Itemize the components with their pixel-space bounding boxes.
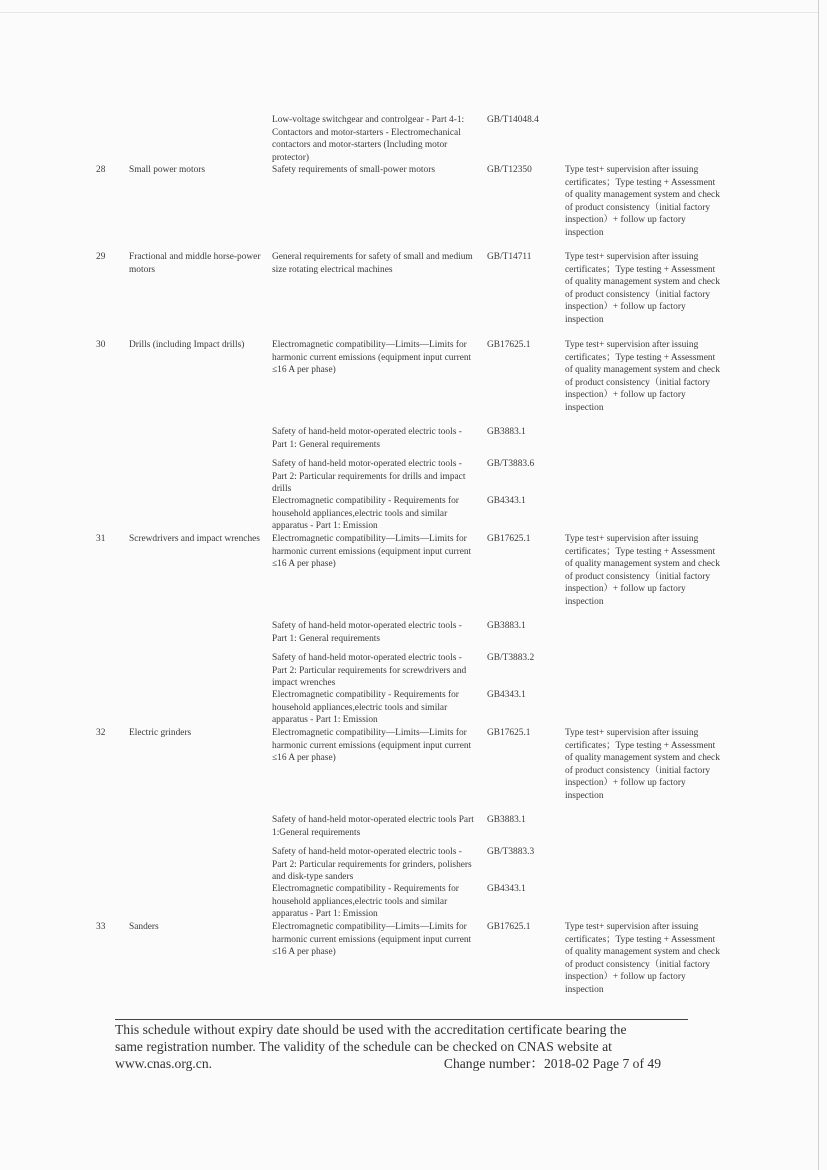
certification-mode: Type test+ supervision after issuing certificates；Type testing + Assessment of quality management system and check of product consistency（initial factory inspection）+ follow up factory inspection [565, 165, 720, 238]
standard-title: Safety requirements of small-power motors [272, 165, 435, 175]
row-number: 28 [96, 165, 106, 175]
standard-title: Electromagnetic compatibility—Limits—Limits for harmonic current emissions (equipment input current ≤16 A per phase) [272, 534, 472, 569]
standard-code: GB17625.1 [487, 922, 531, 932]
standard-title: Safety of hand-held motor-operated electric tools Part 1:General requirements [272, 815, 474, 838]
standard-code: GB/T14048.4 [487, 115, 539, 125]
certification-mode: Type test+ supervision after issuing certificates；Type testing + Assessment of quality management system and check of product consistency（initial factory inspection）+ follow up factory inspection [565, 252, 720, 325]
standard-code: GB4343.1 [487, 884, 526, 894]
standard-title: General requirements for safety of small and medium size rotating electrical machines [272, 252, 473, 275]
standard-code: GB3883.1 [487, 815, 526, 825]
product-name: Small power motors [129, 165, 206, 175]
product-name: Fractional and middle horse-power motors [129, 252, 261, 275]
standard-title: Electromagnetic compatibility - Requirements for household appliances,electric tools and similar apparatus - Part 1: Emission [272, 884, 459, 919]
standard-title: Safety of hand-held motor-operated electric tools - Part 1: General requirements [272, 621, 462, 644]
standard-code: GB/T3883.3 [487, 847, 535, 857]
footer-line: This schedule without expiry date should be used with the accreditation certificate bearing the [115, 1022, 627, 1037]
row-number: 29 [96, 252, 106, 262]
standard-code: GB4343.1 [487, 496, 526, 506]
standard-code: GB4343.1 [487, 690, 526, 700]
certification-mode: Type test+ supervision after issuing certificates；Type testing + Assessment of quality management system and check of product consistency（initial factory inspection）+ follow up factory inspection [565, 728, 720, 801]
row-number: 30 [96, 340, 106, 350]
standard-title: Electromagnetic compatibility—Limits—Limits for harmonic current emissions (equipment input current ≤16 A per phase) [272, 922, 472, 957]
standard-code: GB/T3883.6 [487, 459, 535, 469]
product-name: Drills (including Impact drills) [129, 340, 245, 350]
standard-code: GB17625.1 [487, 728, 531, 738]
row-number: 32 [96, 728, 106, 738]
standard-title: Safety of hand-held motor-operated electric tools - Part 2: Particular requirements for grinders, polishers and disk-type sanders [272, 847, 472, 882]
product-name: Electric grinders [129, 728, 192, 738]
standard-code: GB/T12350 [487, 165, 532, 175]
standard-title: Electromagnetic compatibility - Requirements for household appliances,electric tools and similar apparatus - Part 1: Emission [272, 496, 459, 531]
product-name: Screwdrivers and impact wrenches [129, 534, 260, 544]
standard-title: Electromagnetic compatibility—Limits—Limits for harmonic current emissions (equipment input current ≤16 A per phase) [272, 340, 472, 375]
footer-note [115, 1021, 695, 1072]
standard-code: GB3883.1 [487, 427, 526, 437]
standard-code: GB/T3883.2 [487, 653, 535, 663]
standard-code: GB3883.1 [487, 621, 526, 631]
product-name: Sanders [129, 922, 159, 932]
standard-code: GB/T14711 [487, 252, 532, 262]
standard-title: Safety of hand-held motor-operated electric tools - Part 2: Particular requirements for screwdrivers and impact wrenches [272, 653, 467, 688]
footer-last-line [115, 1055, 661, 1072]
footer-divider [115, 1019, 688, 1020]
standard-title: Electromagnetic compatibility—Limits—Limits for harmonic current emissions (equipment input current ≤16 A per phase) [272, 728, 472, 763]
certification-mode: Type test+ supervision after issuing certificates；Type testing + Assessment of quality management system and check of product consistency（initial factory inspection）+ follow up factory inspection [565, 922, 720, 995]
row-number: 31 [96, 534, 106, 544]
certification-mode: Type test+ supervision after issuing certificates；Type testing + Assessment of quality management system and check of product consistency（initial factory inspection）+ follow up factory inspection [565, 340, 720, 413]
standard-code: GB17625.1 [487, 534, 531, 544]
standard-code: GB17625.1 [487, 340, 531, 350]
standard-title: Electromagnetic compatibility - Requirements for household appliances,electric tools and similar apparatus - Part 1: Emission [272, 690, 459, 725]
row-number: 33 [96, 922, 106, 932]
footer-website: www.cnas.org.cn. [115, 1056, 213, 1071]
standard-title: Safety of hand-held motor-operated electric tools - Part 1: General requirements [272, 427, 462, 450]
certification-mode: Type test+ supervision after issuing certificates；Type testing + Assessment of quality management system and check of product consistency（initial factory inspection）+ follow up factory inspection [565, 534, 720, 607]
standard-title: Low-voltage switchgear and controlgear - Part 4-1: Contactors and motor-starters - Electromechanical contactors and motor-starters (Including motor protector) [272, 115, 465, 163]
footer-line: same registration number. The validity of the schedule can be checked on CNAS website at [115, 1039, 612, 1054]
footer-change-number: Change number：2018-02 Page 7 of 49 [443, 1056, 661, 1071]
standard-title: Safety of hand-held motor-operated electric tools - Part 2: Particular requirements for drills and impact drills [272, 459, 466, 494]
